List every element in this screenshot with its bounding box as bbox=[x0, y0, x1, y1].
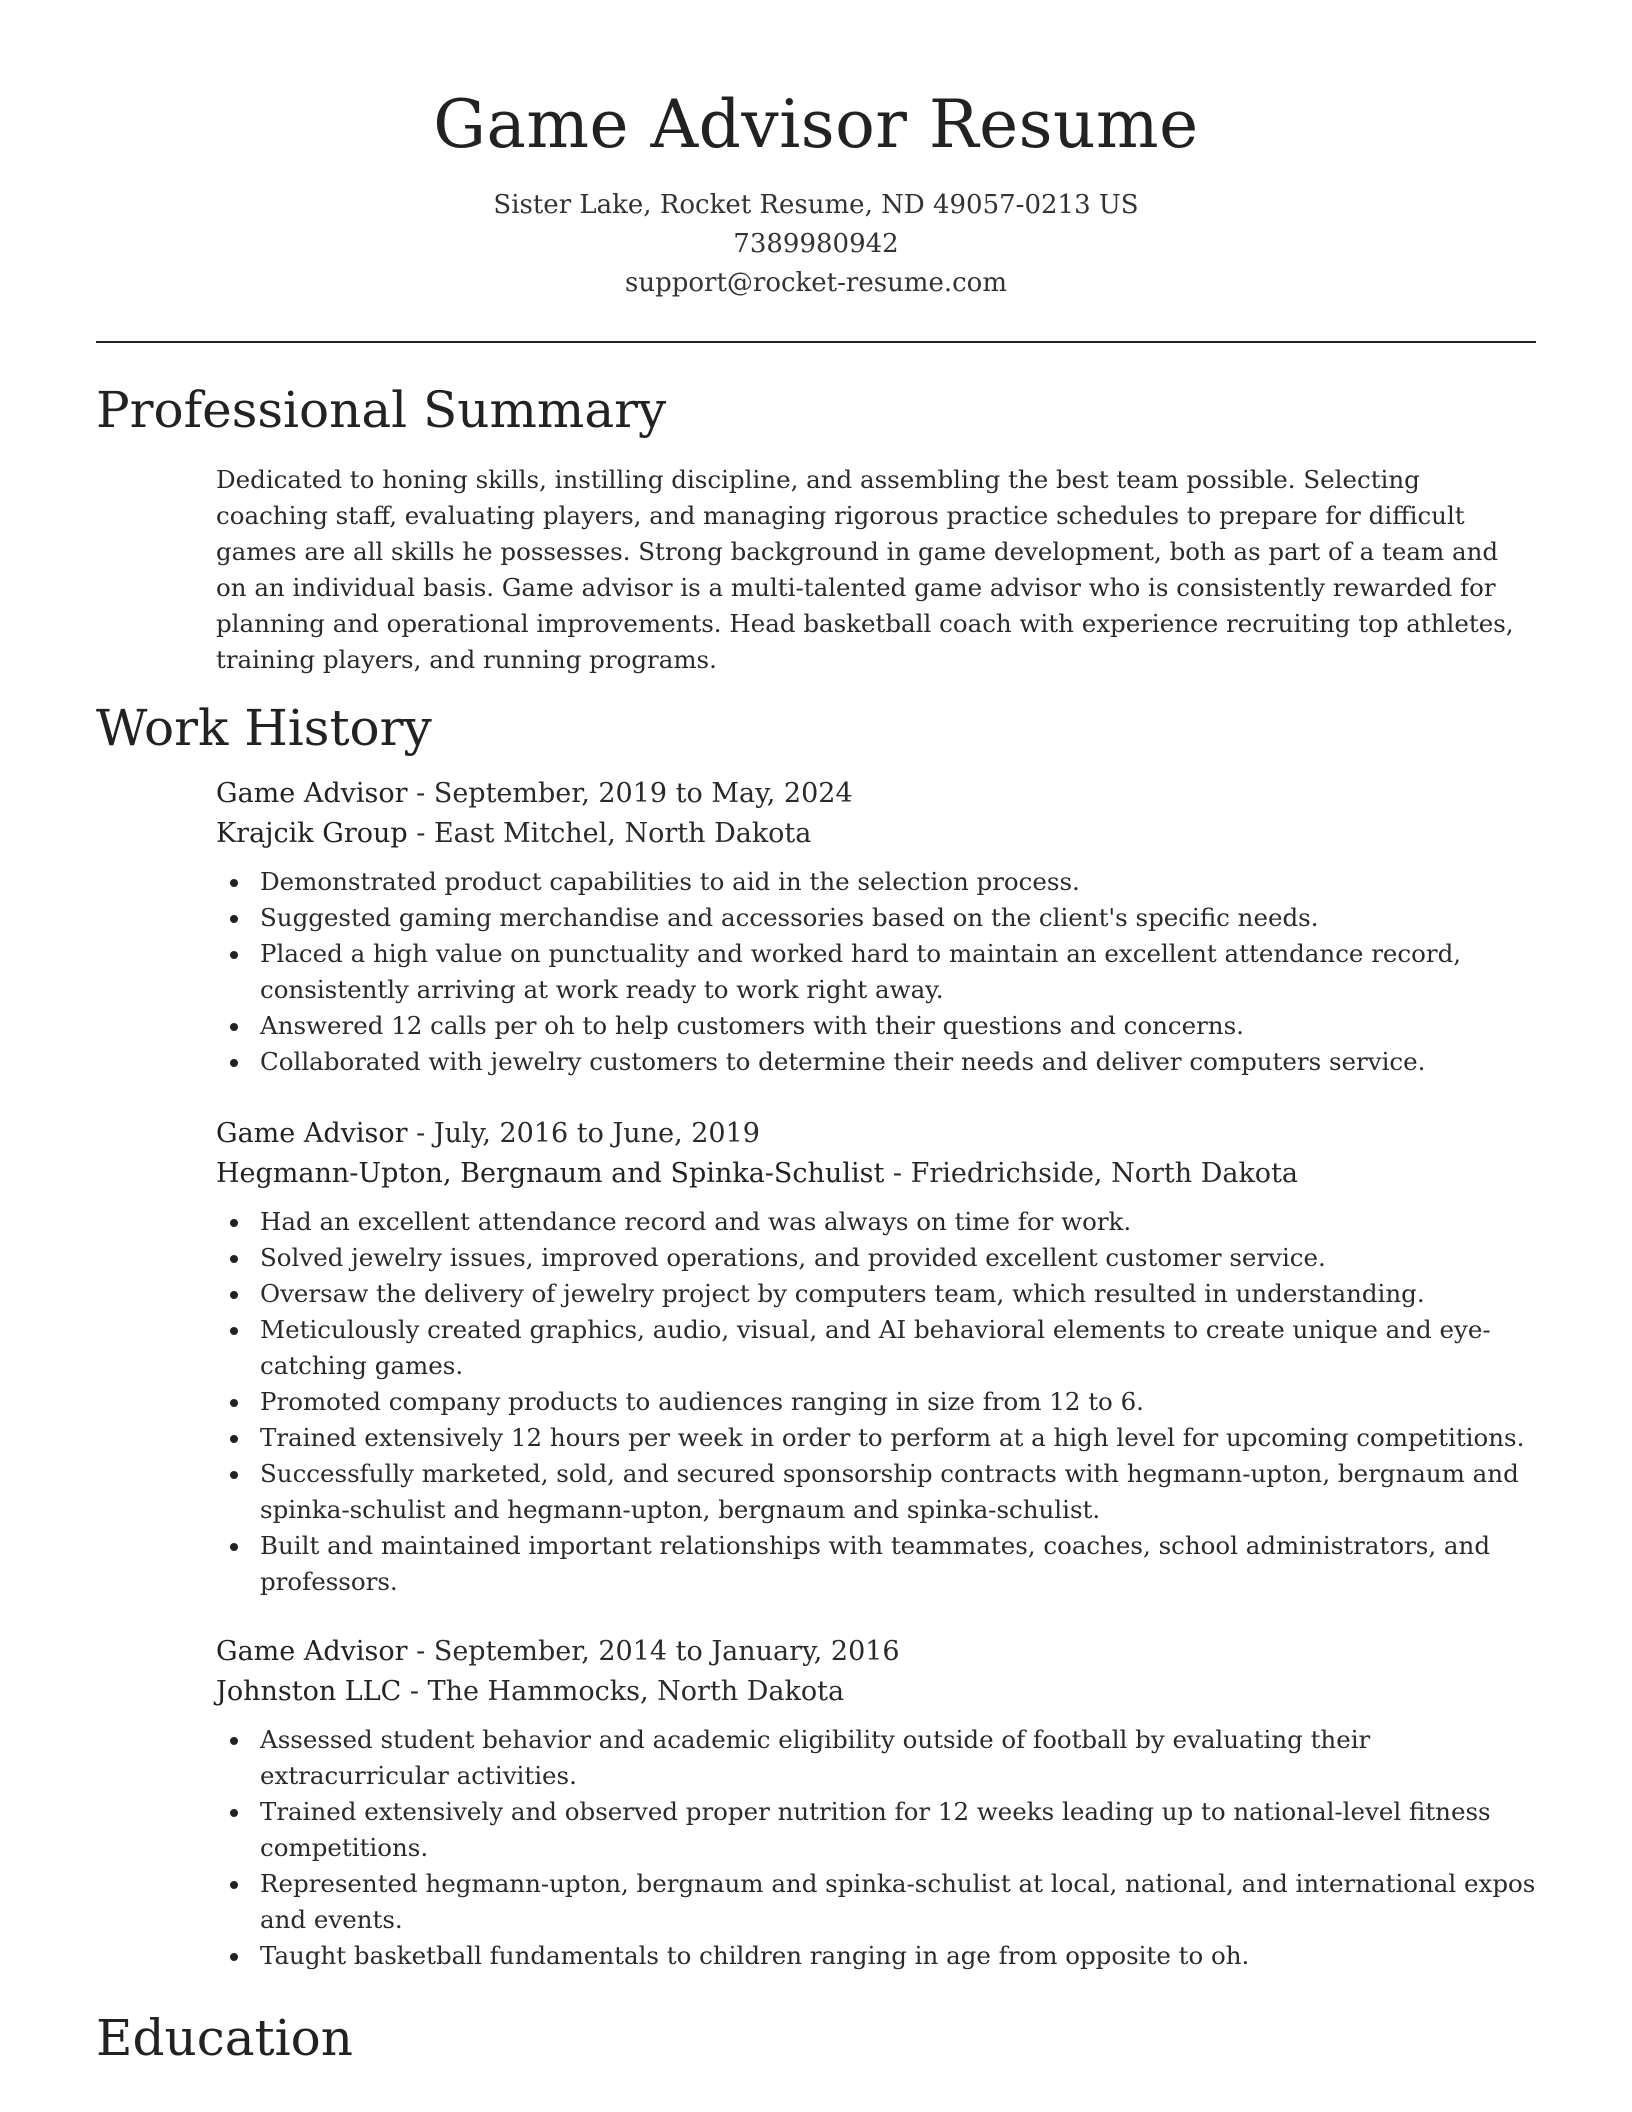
job-duty-text: Assessed student behavior and academic eligibility outside of football by evaluating their extracurricular activities. bbox=[260, 1725, 1371, 1790]
job-duty-text: Successfully marketed, sold, and secured sponsorship contracts with hegmann-upton, bergnaum and spinka-schulist and hegmann-upton, bergnaum and spinka-schulist. bbox=[260, 1459, 1519, 1524]
contact-email: support@rocket-resume.com bbox=[624, 268, 1007, 298]
job-duty-text: Taught basketball fundamentals to children ranging in age from opposite to oh. bbox=[260, 1941, 1250, 1970]
job-duty-text: Oversaw the delivery of jewelry project by computers team, which resulted in understanding. bbox=[260, 1279, 1425, 1308]
job-entry bbox=[216, 1114, 1546, 1600]
job-dates: - July, 2016 to June, 2019 bbox=[407, 1118, 760, 1149]
job-duty-text: Had an excellent attendance record and was always on time for work. bbox=[260, 1207, 1132, 1236]
bullet-dot-icon bbox=[230, 1809, 238, 1817]
job-company-line bbox=[216, 814, 1546, 854]
job-duty-item bbox=[216, 1866, 1546, 1938]
bullet-dot-icon bbox=[230, 1291, 238, 1299]
job-company-line bbox=[216, 1154, 1546, 1194]
job-duty-text: Suggested gaming merchandise and accessories based on the client's specific needs. bbox=[260, 903, 1319, 932]
job-entry bbox=[216, 774, 1546, 1080]
bullet-dot-icon bbox=[230, 879, 238, 887]
contact-info bbox=[0, 186, 1632, 303]
job-title-line bbox=[216, 1114, 1546, 1154]
bullet-dot-icon bbox=[230, 1023, 238, 1031]
bullet-dot-icon bbox=[230, 1219, 238, 1227]
job-duty-text: Answered 12 calls per oh to help customers with their questions and concerns. bbox=[260, 1011, 1244, 1040]
job-duty-item bbox=[216, 1312, 1546, 1384]
job-duty-text: Built and maintained important relationships with teammates, coaches, school administrators, and professors. bbox=[260, 1531, 1491, 1596]
job-title: Game Advisor bbox=[216, 778, 408, 809]
bullet-dot-icon bbox=[230, 1881, 238, 1889]
section-heading-work-history: Work History bbox=[96, 699, 432, 757]
job-duty-item bbox=[216, 900, 1546, 936]
job-duties-list bbox=[216, 1722, 1546, 1974]
contact-address: Sister Lake, Rocket Resume, ND 49057-0213 US bbox=[493, 190, 1139, 220]
job-duty-item bbox=[216, 1384, 1546, 1420]
job-location: - Friedrichside, North Dakota bbox=[884, 1158, 1299, 1189]
bullet-dot-icon bbox=[230, 1399, 238, 1407]
job-duty-text: Collaborated with jewelry customers to determine their needs and deliver computers service. bbox=[260, 1047, 1426, 1076]
job-duties-list bbox=[216, 864, 1546, 1080]
bullet-dot-icon bbox=[230, 1737, 238, 1745]
resume-header bbox=[0, 80, 1632, 303]
job-duty-item bbox=[216, 1276, 1546, 1312]
job-company: Johnston LLC bbox=[216, 1676, 402, 1707]
job-duty-item bbox=[216, 1204, 1546, 1240]
job-title-line bbox=[216, 774, 1546, 814]
job-duty-item bbox=[216, 936, 1546, 1008]
bullet-dot-icon bbox=[230, 1255, 238, 1263]
header-divider bbox=[96, 341, 1536, 343]
job-dates: - September, 2019 to May, 2024 bbox=[407, 778, 853, 809]
contact-phone: 7389980942 bbox=[733, 229, 899, 259]
job-duty-item bbox=[216, 1456, 1546, 1528]
job-duty-text: Trained extensively 12 hours per week in order to perform at a high level for upcoming competitions. bbox=[260, 1423, 1525, 1452]
job-dates: - September, 2014 to January, 2016 bbox=[407, 1636, 900, 1667]
bullet-dot-icon bbox=[230, 1953, 238, 1961]
job-entry bbox=[216, 1632, 1546, 1974]
job-title: Game Advisor bbox=[216, 1636, 408, 1667]
section-heading-summary: Professional Summary bbox=[96, 381, 667, 439]
bullet-dot-icon bbox=[230, 915, 238, 923]
bullet-dot-icon bbox=[230, 1471, 238, 1479]
summary-text: Dedicated to honing skills, instilling discipline, and assembling the best team possible. Selecting coaching staff, evaluating players, and managing rigorous practice schedules to prepare for difficult games are all skills he possesses. Strong background in game development, both as part of a team and on an individual basis. Game advisor is a multi-talented game advisor who is consistently rewarded for planning and operational improvements. Head basketball coach with experience recruiting top athletes, training players, and running programs. bbox=[216, 465, 1514, 674]
job-duty-text: Placed a high value on punctuality and worked hard to maintain an excellent attendance record, consistently arriving at work ready to work right away. bbox=[260, 939, 1462, 1004]
job-duty-text: Demonstrated product capabilities to aid in the selection process. bbox=[260, 867, 1080, 896]
job-duty-item bbox=[216, 1044, 1546, 1080]
job-duty-item bbox=[216, 1938, 1546, 1974]
job-company: Hegmann-Upton, Bergnaum and Spinka-Schulist bbox=[216, 1158, 885, 1189]
job-title: Game Advisor bbox=[216, 1118, 408, 1149]
job-duty-item bbox=[216, 1722, 1546, 1794]
job-duty-text: Promoted company products to audiences ranging in size from 12 to 6. bbox=[260, 1387, 1144, 1416]
bullet-dot-icon bbox=[230, 1327, 238, 1335]
job-duty-item bbox=[216, 864, 1546, 900]
job-location: - The Hammocks, North Dakota bbox=[401, 1676, 845, 1707]
job-duty-item bbox=[216, 1008, 1546, 1044]
job-title-line bbox=[216, 1632, 1546, 1672]
bullet-dot-icon bbox=[230, 1435, 238, 1443]
job-company: Krajcik Group bbox=[216, 818, 408, 849]
job-duty-text: Meticulously created graphics, audio, visual, and AI behavioral elements to create unique and eye-catching games. bbox=[260, 1315, 1491, 1380]
job-location: - East Mitchel, North Dakota bbox=[407, 818, 812, 849]
section-heading-education: Education bbox=[96, 2009, 353, 2067]
job-duty-text: Trained extensively and observed proper nutrition for 12 weeks leading up to national-level fitness competitions. bbox=[260, 1797, 1491, 1862]
job-duty-text: Represented hegmann-upton, bergnaum and spinka-schulist at local, national, and international expos and events. bbox=[260, 1869, 1536, 1934]
bullet-dot-icon bbox=[230, 1543, 238, 1551]
job-duties-list bbox=[216, 1204, 1546, 1600]
job-duty-item bbox=[216, 1420, 1546, 1456]
job-company-line bbox=[216, 1672, 1546, 1712]
bullet-dot-icon bbox=[230, 1059, 238, 1067]
job-duty-item bbox=[216, 1794, 1546, 1866]
job-duty-item bbox=[216, 1240, 1546, 1276]
bullet-dot-icon bbox=[230, 951, 238, 959]
job-duty-item bbox=[216, 1528, 1546, 1600]
resume-title: Game Advisor Resume bbox=[433, 86, 1199, 163]
job-duty-text: Solved jewelry issues, improved operations, and provided excellent customer service. bbox=[260, 1243, 1326, 1272]
